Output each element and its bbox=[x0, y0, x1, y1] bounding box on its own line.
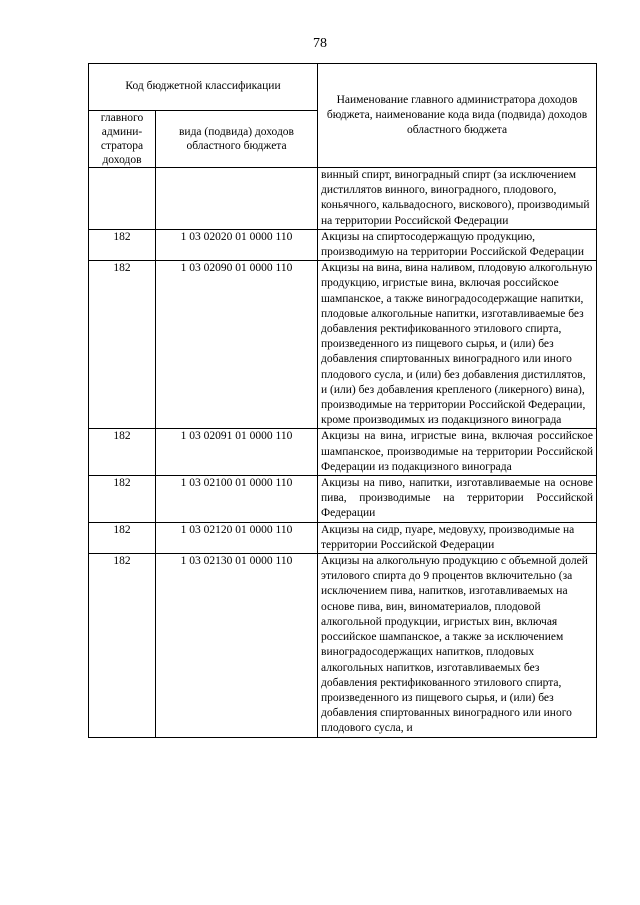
admin-code-cell: 182 bbox=[89, 229, 156, 260]
table-row bbox=[89, 554, 597, 737]
revenue-code-cell: 1 03 02090 01 0000 110 bbox=[156, 261, 318, 429]
budget-classification-table bbox=[88, 63, 597, 738]
revenue-name-cell: Акцизы на алкогольную продукцию с объемной долей этилового спирта до 9 процентов включительно (за исключением пива, напитков, изготавливаемых на основе пива, вин, виноматериалов, плодовой алкогольной продукции, игристых вин, включая российское шампанское, а также за исключением виноградосодержащих напитков, плодовых алкогольных напитков, изготавливаемых без добавления ректификованного этилового спирта, произведенного из пищевого сырья, и (или) без добавления спиртованных виноградного или иного плодового сусла, и bbox=[318, 554, 597, 737]
page-number: 78 bbox=[313, 36, 327, 51]
revenue-code-cell bbox=[156, 168, 318, 230]
revenue-name-cell: Акцизы на пиво, напитки, изготавливаемые на основе пива, производимые на территории Российской Федерации bbox=[318, 476, 597, 523]
table-row bbox=[89, 168, 597, 230]
table-row bbox=[89, 229, 597, 260]
table-row bbox=[89, 261, 597, 429]
header-admin-column: главного админи-стратора доходов bbox=[89, 111, 156, 168]
revenue-code-cell: 1 03 02091 01 0000 110 bbox=[156, 429, 318, 476]
admin-code-cell: 182 bbox=[89, 554, 156, 737]
header-revenue-type-column: вида (подвида) доходов областного бюджета bbox=[156, 111, 318, 168]
admin-code-cell: 182 bbox=[89, 429, 156, 476]
revenue-code-cell: 1 03 02120 01 0000 110 bbox=[156, 522, 318, 553]
revenue-name-cell: Акцизы на вина, игристые вина, включая российское шампанское, производимые на территории Российской Федерации из подакцизного винограда bbox=[318, 429, 597, 476]
revenue-code-cell: 1 03 02130 01 0000 110 bbox=[156, 554, 318, 737]
admin-code-cell: 182 bbox=[89, 261, 156, 429]
revenue-name-cell: Акцизы на сидр, пуаре, медовуху, производимые на территории Российской Федерации bbox=[318, 522, 597, 553]
admin-code-cell: 182 bbox=[89, 522, 156, 553]
table-row bbox=[89, 429, 597, 476]
table-row bbox=[89, 476, 597, 523]
revenue-name-cell: Акцизы на спиртосодержащую продукцию, производимую на территории Российской Федерации bbox=[318, 229, 597, 260]
admin-code-cell bbox=[89, 168, 156, 230]
revenue-name-cell: винный спирт, виноградный спирт (за исключением дистиллятов винного, виноградного, плодового, коньячного, кальвадосного, вискового), производимый на территории Российской Федерации bbox=[318, 168, 597, 230]
revenue-name-cell: Акцизы на вина, вина наливом, плодовую алкогольную продукцию, игристые вина, включая российское шампанское, а также виноградосодержащие напитки, плодовые алкогольные напитки, изготавливаемые без добавления ректификованного этилового спирта, произведенного из пищевого сырья, и (или) без добавления спиртованных виноградного или иного плодового сусла, и (или) без добавления дистиллятов, и (или) без добавления крепленого (ликерного) вина), производимые на территории Российской Федерации, кроме производимых из подакцизного винограда bbox=[318, 261, 597, 429]
table-row bbox=[89, 522, 597, 553]
header-budget-code-group: Код бюджетной классификации bbox=[89, 64, 318, 111]
admin-code-cell: 182 bbox=[89, 476, 156, 523]
revenue-code-cell: 1 03 02020 01 0000 110 bbox=[156, 229, 318, 260]
header-name-column: Наименование главного администратора доходов бюджета, наименование кода вида (подвида) доходов областного бюджета bbox=[318, 64, 597, 168]
revenue-code-cell: 1 03 02100 01 0000 110 bbox=[156, 476, 318, 523]
